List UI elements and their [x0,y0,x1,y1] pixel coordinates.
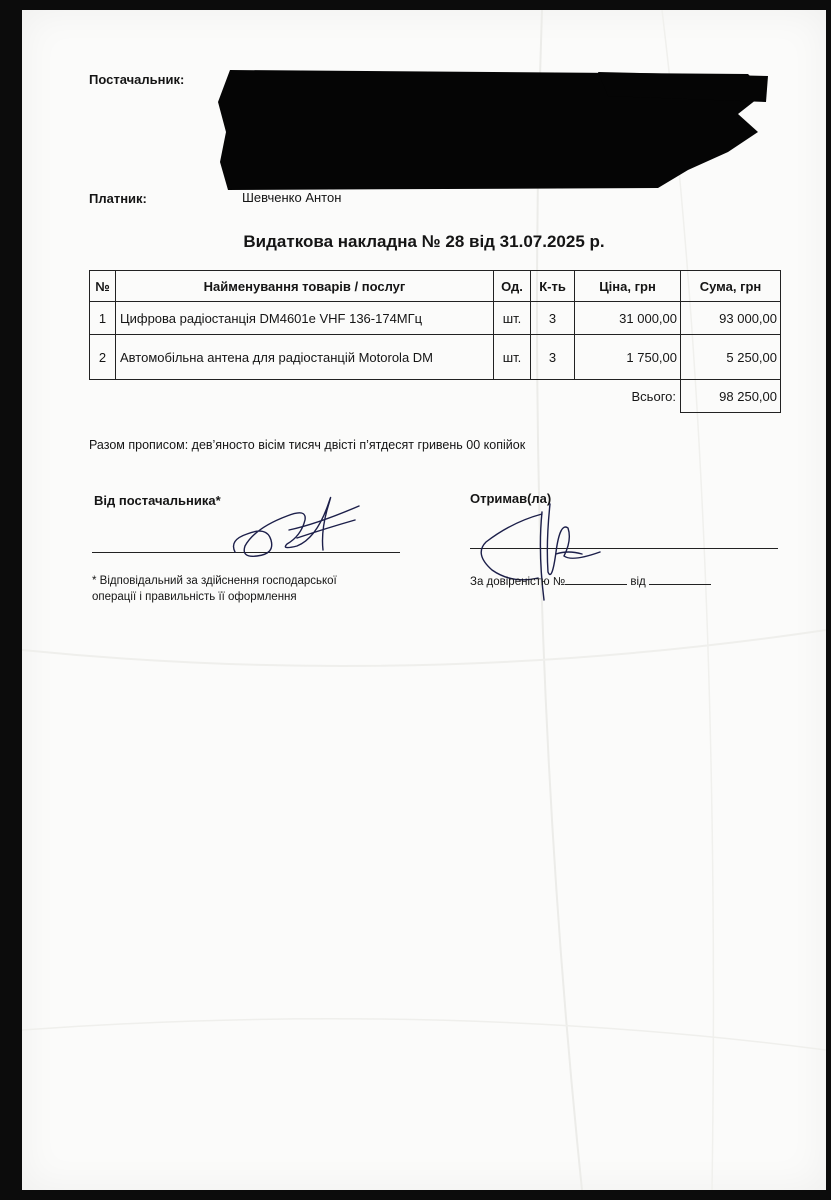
proxy-prefix: За довіреністю № [470,576,566,588]
row-sum: 93 000,00 [681,302,781,335]
invoice-sheet [22,10,826,1190]
footnote-line-2: операції і правильність її оформлення [92,591,297,603]
row-price: 1 750,00 [575,335,681,380]
proxy-date-blank [649,573,711,585]
row-quantity: 3 [531,302,575,335]
supplier-signature [227,480,367,560]
proxy-number-blank [565,573,627,585]
row-name: Автомобільна антена для радіостанцій Motorola DM [116,335,494,380]
row-price: 31 000,00 [575,302,681,335]
supplier-signature-label: Від постачальника* [94,493,221,508]
row-sum: 5 250,00 [681,335,781,380]
supplier-label: Постачальник: [89,72,185,87]
table-row [90,335,781,380]
header-name: Найменування товарів / послуг [116,271,494,302]
header-price: Ціна, грн [575,271,681,302]
header-sum: Сума, грн [681,271,781,302]
footnote-line-1: * Відповідальний за здійснення господарської [92,575,337,587]
header-unit: Од. [494,271,531,302]
proxy-reference [470,573,711,590]
header-number: № [90,271,116,302]
redacted-supplier-details [218,62,768,192]
row-quantity: 3 [531,335,575,380]
row-name: Цифрова радіостанція DM4601e VHF 136-174МГц [116,302,494,335]
row-unit: шт. [494,302,531,335]
payer-label: Платник: [89,191,147,206]
table-row [90,302,781,335]
total-value: 98 250,00 [681,380,781,413]
header-quantity: К-ть [531,271,575,302]
items-table [89,270,781,413]
table-header-row [90,271,781,302]
total-row [90,380,781,413]
amount-in-words: Разом прописом: дев’яносто вісім тисяч двісті п’ятдесят гривень 00 копійок [89,438,526,452]
proxy-from: від [630,576,646,588]
document-title: Видаткова накладна № 28 від 31.07.2025 р. [243,232,605,251]
responsibility-footnote [92,573,337,605]
total-label: Всього: [631,388,676,404]
row-number: 1 [90,302,116,335]
receiver-signature-label: Отримав(ла) [470,491,552,506]
row-unit: шт. [494,335,531,380]
row-number: 2 [90,335,116,380]
payer-name: Шевченко Антон [242,190,342,205]
